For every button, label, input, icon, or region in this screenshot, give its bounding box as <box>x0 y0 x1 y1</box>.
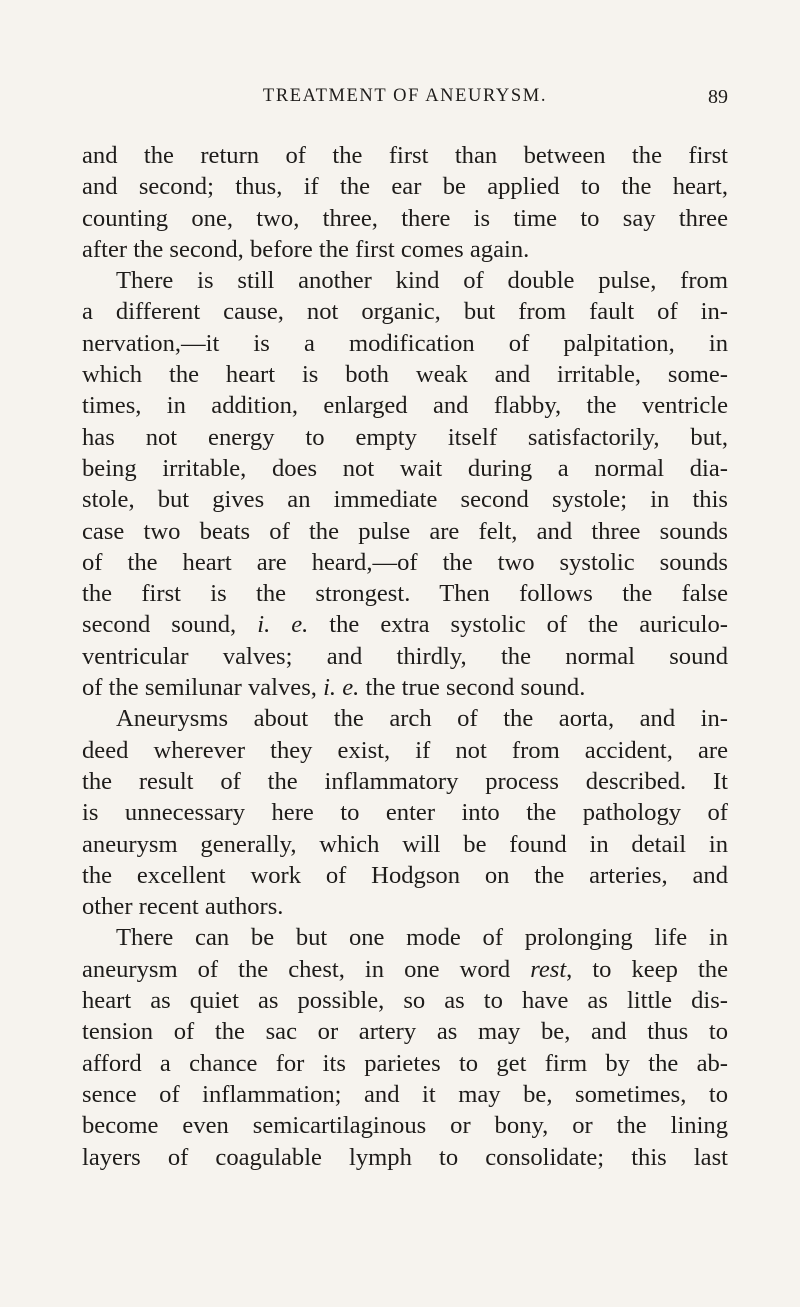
text-line: second sound, i. e. the extra systolic of the auriculo- <box>82 611 729 639</box>
page-header <box>82 86 728 116</box>
text-line: There can be but one mode of prolonging life in <box>116 924 728 952</box>
text-line: times, in addition, enlarged and flabby, the ventricle <box>82 392 728 420</box>
text-line: being irritable, does not wait during a normal dia- <box>82 454 728 482</box>
page-number: 89 <box>708 86 728 108</box>
text-line: a different cause, not organic, but from fault of in- <box>82 298 728 326</box>
text-line: is unnecessary here to enter into the pathology of <box>82 799 728 827</box>
text-line: of the heart are heard,—of the two systolic sounds <box>82 548 728 576</box>
text-line: aneurysm generally, which will be found in detail in <box>82 830 728 858</box>
text-line: counting one, two, three, there is time to say three <box>82 204 728 232</box>
text-line: layers of coagulable lymph to consolidate; this last <box>82 1143 728 1171</box>
text-line: sence of inflammation; and it may be, sometimes, to <box>82 1080 728 1108</box>
text-line: heart as quiet as possible, so as to have as little dis- <box>82 987 728 1015</box>
text-line: aneurysm of the chest, in one word rest, to keep the <box>82 955 728 983</box>
text-line: and the return of the first than between the first <box>82 142 728 169</box>
text-line: There is still another kind of double pulse, from <box>116 267 728 295</box>
text-line: stole, but gives an immediate second systole; in this <box>82 486 728 514</box>
text-line: nervation,—it is a modification of palpitation, in <box>82 329 728 357</box>
text-line: the first is the strongest. Then follows the false <box>82 580 728 608</box>
text-line: tension of the sac or artery as may be, and thus to <box>82 1018 728 1046</box>
text-line: afford a chance for its parietes to get firm by the ab- <box>82 1049 728 1077</box>
text-line: of the semilunar valves, i. e. the true second sound. <box>82 674 586 702</box>
text-line: the excellent work of Hodgson on the arteries, and <box>82 861 728 889</box>
text-line: and second; thus, if the ear be applied to the heart, <box>82 173 728 201</box>
text-line: other recent authors. <box>82 893 284 921</box>
body-text <box>82 140 728 1173</box>
text-line: deed wherever they exist, if not from accident, are <box>82 736 728 764</box>
text-line: Aneurysms about the arch of the aorta, and in- <box>116 705 728 733</box>
text-line: which the heart is both weak and irritable, some- <box>82 361 728 389</box>
text-line: after the second, before the first comes again. <box>82 235 530 263</box>
text-line: become even semicartilaginous or bony, or the lining <box>82 1112 728 1140</box>
text-line: case two beats of the pulse are felt, and three sounds <box>82 517 728 545</box>
text-line: the result of the inflammatory process described. It <box>82 767 728 795</box>
text-line: has not energy to empty itself satisfactorily, but, <box>82 423 728 451</box>
text-line: ventricular valves; and thirdly, the normal sound <box>82 642 728 670</box>
running-title: TREATMENT OF ANEURYSM. <box>262 86 548 106</box>
